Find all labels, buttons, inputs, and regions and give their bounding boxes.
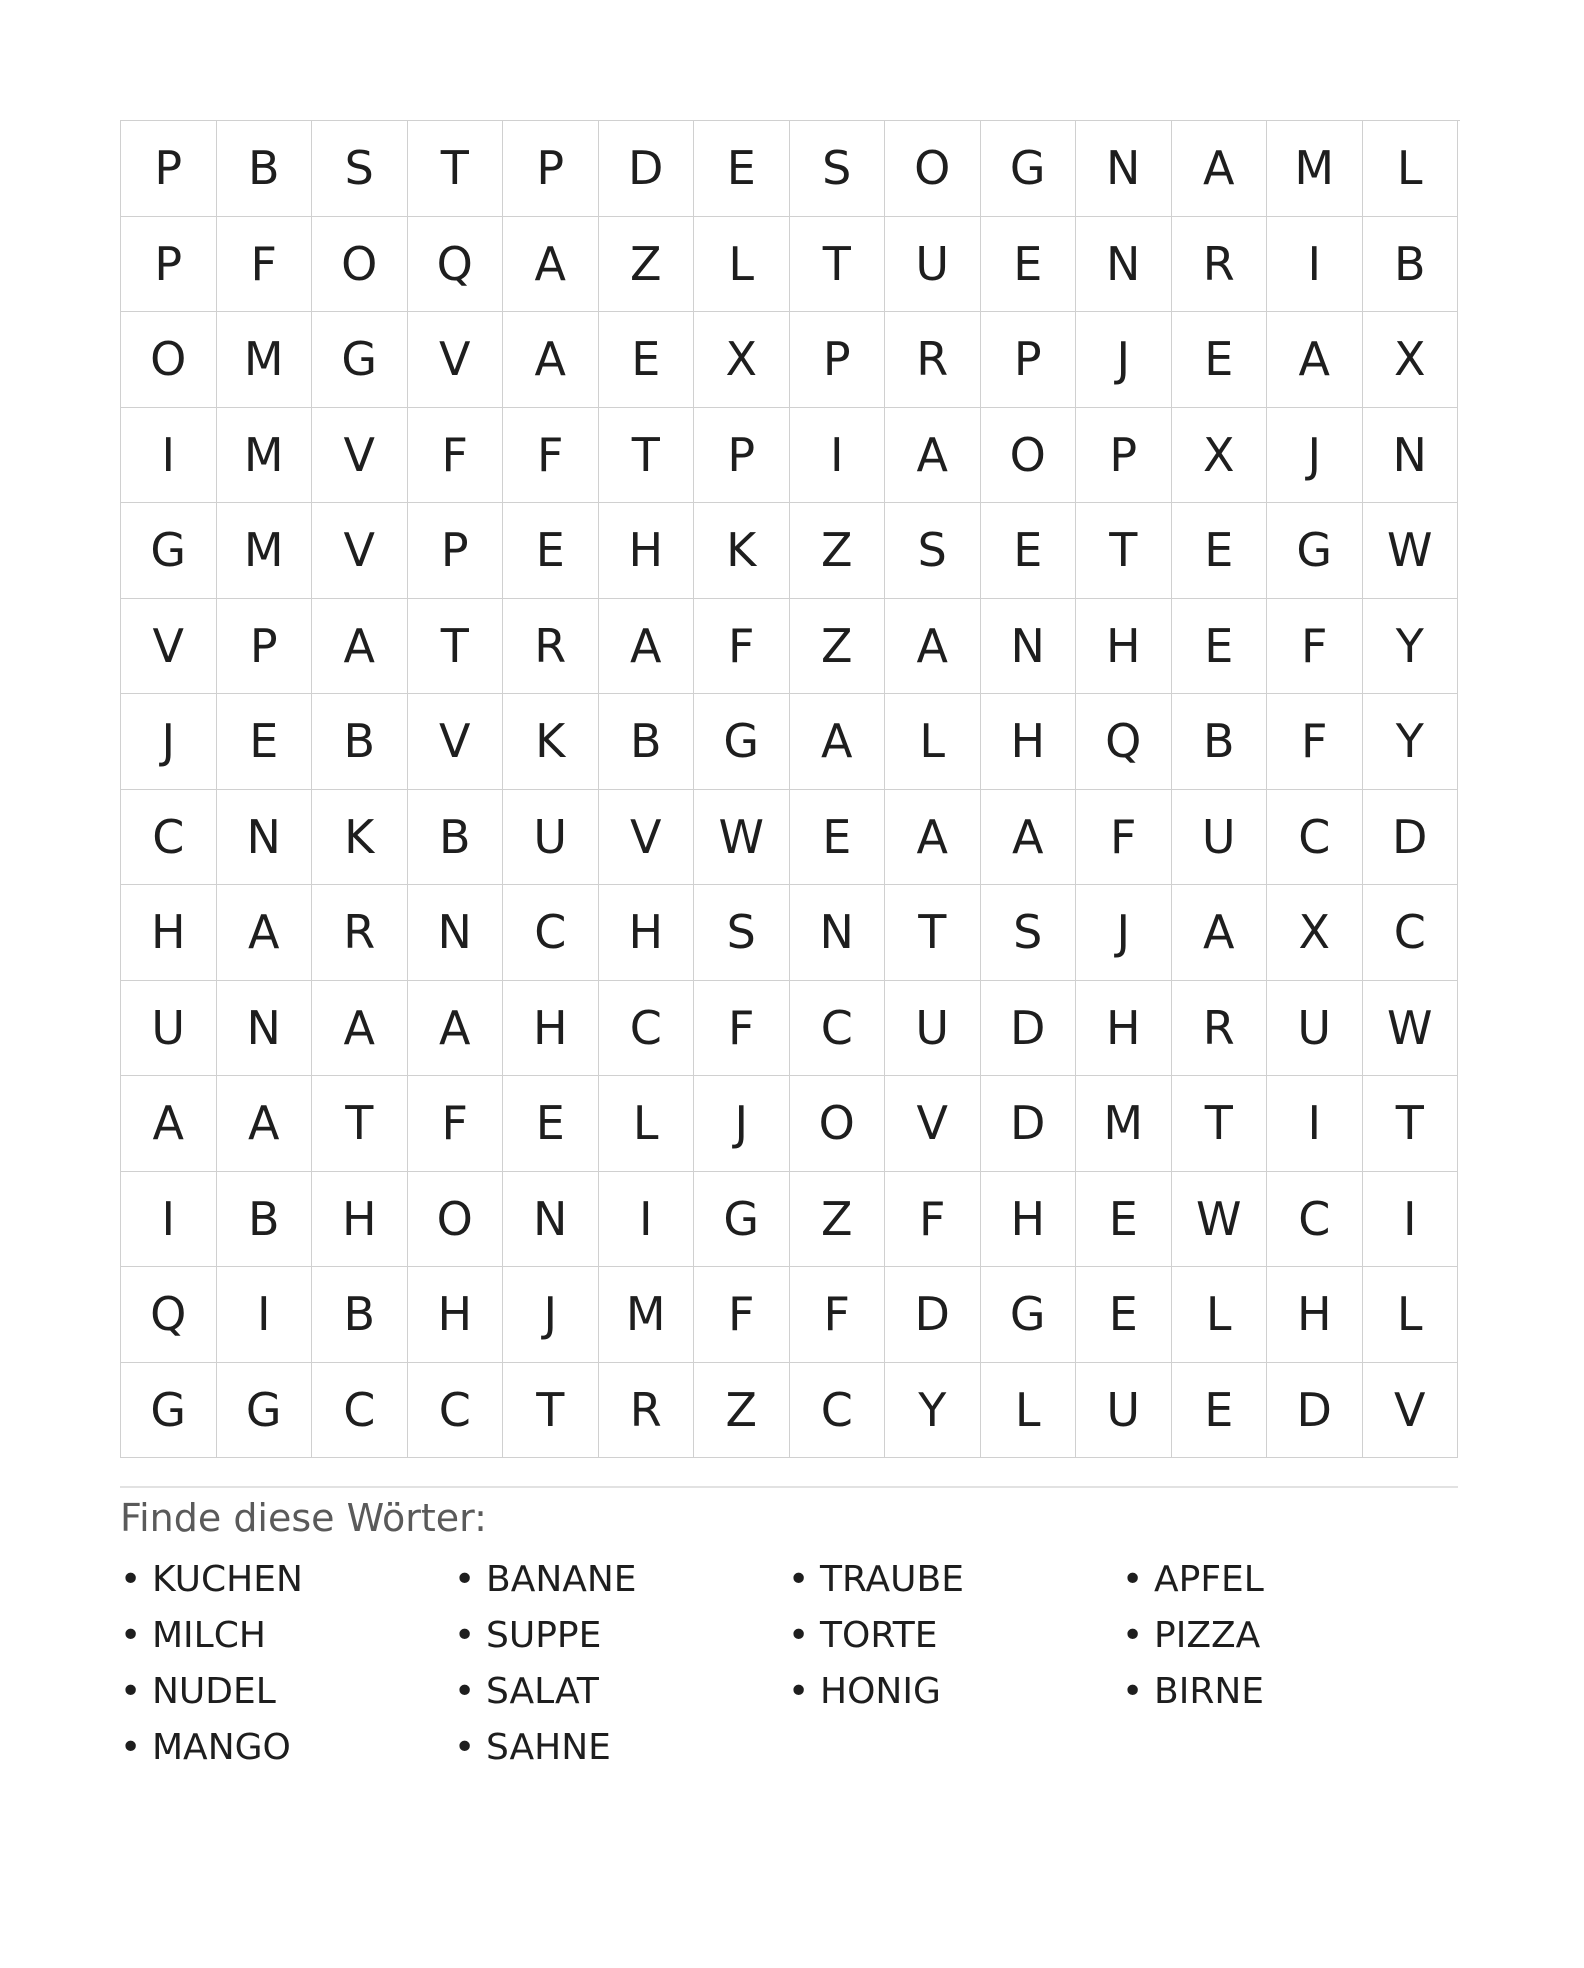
grid-cell[interactable]: O: [981, 408, 1077, 504]
grid-cell[interactable]: W: [1363, 981, 1459, 1077]
grid-cell[interactable]: H: [408, 1267, 504, 1363]
grid-cell[interactable]: O: [408, 1172, 504, 1268]
grid-cell[interactable]: F: [217, 217, 313, 313]
grid-cell[interactable]: E: [1172, 599, 1268, 695]
grid-cell[interactable]: M: [599, 1267, 695, 1363]
letter-grid: [120, 120, 1460, 1458]
grid-cell[interactable]: B: [1363, 217, 1459, 313]
grid-cell[interactable]: Q: [408, 217, 504, 313]
grid-cell[interactable]: Q: [121, 1267, 217, 1363]
grid-cell[interactable]: N: [217, 981, 313, 1077]
word-item: [120, 1608, 454, 1664]
grid-cell[interactable]: C: [790, 1363, 886, 1459]
grid-cell[interactable]: C: [599, 981, 695, 1077]
word-item: [120, 1552, 454, 1608]
grid-cell[interactable]: G: [981, 1267, 1077, 1363]
grid-cell[interactable]: M: [217, 503, 313, 599]
grid-cell[interactable]: T: [408, 599, 504, 695]
grid-cell[interactable]: Z: [790, 1172, 886, 1268]
grid-cell[interactable]: V: [312, 408, 408, 504]
grid-cell[interactable]: H: [1076, 599, 1172, 695]
grid-cell[interactable]: J: [1076, 885, 1172, 981]
grid-cell[interactable]: A: [599, 599, 695, 695]
word-label: HONIG: [820, 1671, 941, 1712]
grid-cell[interactable]: A: [503, 312, 599, 408]
grid-cell[interactable]: I: [599, 1172, 695, 1268]
word-item: [788, 1608, 1122, 1664]
grid-cell[interactable]: E: [790, 790, 886, 886]
bullet-icon: •: [788, 1671, 810, 1712]
grid-cell[interactable]: I: [1267, 217, 1363, 313]
grid-cell[interactable]: K: [312, 790, 408, 886]
grid-cell[interactable]: A: [312, 981, 408, 1077]
grid-cell[interactable]: V: [408, 694, 504, 790]
grid-cell[interactable]: Z: [599, 217, 695, 313]
word-label: BIRNE: [1154, 1671, 1265, 1712]
grid-cell[interactable]: A: [885, 599, 981, 695]
grid-cell[interactable]: S: [312, 121, 408, 217]
grid-cell[interactable]: F: [1076, 790, 1172, 886]
grid-cell[interactable]: E: [1172, 312, 1268, 408]
grid-cell[interactable]: F: [1267, 599, 1363, 695]
grid-cell[interactable]: W: [1172, 1172, 1268, 1268]
grid-cell[interactable]: F: [694, 599, 790, 695]
grid-cell[interactable]: K: [694, 503, 790, 599]
word-item: [120, 1720, 454, 1776]
grid-cell[interactable]: O: [121, 312, 217, 408]
bullet-icon: •: [454, 1671, 476, 1712]
word-item: [1122, 1664, 1456, 1720]
grid-cell[interactable]: S: [981, 885, 1077, 981]
grid-cell[interactable]: G: [694, 694, 790, 790]
grid-cell[interactable]: H: [599, 503, 695, 599]
grid-cell[interactable]: L: [694, 217, 790, 313]
grid-cell[interactable]: G: [121, 503, 217, 599]
grid-cell[interactable]: O: [312, 217, 408, 313]
bullet-icon: •: [454, 1615, 476, 1656]
grid-cell[interactable]: F: [1267, 694, 1363, 790]
grid-cell[interactable]: D: [1363, 790, 1459, 886]
grid-cell[interactable]: X: [1172, 408, 1268, 504]
grid-cell[interactable]: L: [1363, 121, 1459, 217]
grid-cell[interactable]: E: [1076, 1172, 1172, 1268]
grid-cell[interactable]: I: [1363, 1172, 1459, 1268]
grid-cell[interactable]: F: [694, 981, 790, 1077]
grid-cell[interactable]: B: [217, 1172, 313, 1268]
grid-cell[interactable]: I: [121, 408, 217, 504]
grid-cell[interactable]: Z: [790, 599, 886, 695]
word-list: [120, 1552, 1458, 1776]
grid-cell[interactable]: T: [1363, 1076, 1459, 1172]
grid-cell[interactable]: P: [121, 121, 217, 217]
grid-cell[interactable]: T: [1076, 503, 1172, 599]
grid-cell[interactable]: N: [981, 599, 1077, 695]
grid-cell[interactable]: E: [1172, 1363, 1268, 1459]
bullet-icon: •: [1122, 1559, 1144, 1600]
grid-cell[interactable]: C: [408, 1363, 504, 1459]
grid-cell[interactable]: D: [885, 1267, 981, 1363]
grid-cell[interactable]: J: [503, 1267, 599, 1363]
grid-cell[interactable]: F: [408, 408, 504, 504]
grid-cell[interactable]: J: [694, 1076, 790, 1172]
grid-cell[interactable]: H: [312, 1172, 408, 1268]
word-label: PIZZA: [1154, 1615, 1261, 1656]
grid-cell[interactable]: N: [1363, 408, 1459, 504]
grid-cell[interactable]: O: [790, 1076, 886, 1172]
grid-cell[interactable]: R: [1172, 217, 1268, 313]
grid-cell[interactable]: E: [981, 217, 1077, 313]
grid-cell[interactable]: A: [217, 1076, 313, 1172]
grid-cell[interactable]: B: [217, 121, 313, 217]
grid-cell[interactable]: Y: [1363, 694, 1459, 790]
grid-cell[interactable]: A: [217, 885, 313, 981]
grid-cell[interactable]: B: [1172, 694, 1268, 790]
grid-cell[interactable]: Y: [885, 1363, 981, 1459]
word-label: BANANE: [486, 1559, 637, 1600]
grid-cell[interactable]: G: [312, 312, 408, 408]
grid-cell[interactable]: G: [1267, 503, 1363, 599]
grid-cell[interactable]: T: [1172, 1076, 1268, 1172]
grid-cell[interactable]: U: [503, 790, 599, 886]
word-list-title: Finde diese Wörter:: [120, 1496, 487, 1540]
grid-cell[interactable]: J: [1076, 312, 1172, 408]
grid-cell[interactable]: A: [1172, 885, 1268, 981]
word-label: KUCHEN: [152, 1559, 303, 1600]
bullet-icon: •: [454, 1559, 476, 1600]
grid-cell[interactable]: A: [503, 217, 599, 313]
grid-cell[interactable]: L: [599, 1076, 695, 1172]
grid-cell[interactable]: E: [694, 121, 790, 217]
grid-cell[interactable]: E: [217, 694, 313, 790]
grid-cell[interactable]: N: [1076, 121, 1172, 217]
grid-cell[interactable]: G: [121, 1363, 217, 1459]
grid-cell[interactable]: L: [1363, 1267, 1459, 1363]
grid-cell[interactable]: E: [981, 503, 1077, 599]
grid-cell[interactable]: L: [885, 694, 981, 790]
grid-cell[interactable]: B: [312, 694, 408, 790]
grid-cell[interactable]: U: [1172, 790, 1268, 886]
grid-cell[interactable]: F: [503, 408, 599, 504]
grid-cell[interactable]: A: [885, 408, 981, 504]
grid-cell[interactable]: P: [694, 408, 790, 504]
grid-cell[interactable]: V: [121, 599, 217, 695]
grid-cell[interactable]: U: [885, 981, 981, 1077]
grid-cell[interactable]: P: [1076, 408, 1172, 504]
grid-cell[interactable]: U: [885, 217, 981, 313]
grid-cell[interactable]: G: [694, 1172, 790, 1268]
grid-cell[interactable]: Z: [790, 503, 886, 599]
word-label: TRAUBE: [820, 1559, 964, 1600]
grid-cell[interactable]: H: [503, 981, 599, 1077]
grid-cell[interactable]: H: [981, 694, 1077, 790]
bullet-icon: •: [120, 1671, 142, 1712]
bullet-icon: •: [120, 1559, 142, 1600]
grid-cell[interactable]: R: [599, 1363, 695, 1459]
word-label: TORTE: [820, 1615, 938, 1656]
grid-cell[interactable]: P: [121, 217, 217, 313]
grid-cell[interactable]: F: [885, 1172, 981, 1268]
grid-cell[interactable]: A: [312, 599, 408, 695]
grid-cell[interactable]: R: [312, 885, 408, 981]
word-label: MILCH: [152, 1615, 266, 1656]
word-item: [120, 1664, 454, 1720]
word-label: SALAT: [486, 1671, 599, 1712]
grid-cell[interactable]: H: [981, 1172, 1077, 1268]
grid-cell[interactable]: C: [503, 885, 599, 981]
bullet-icon: •: [120, 1615, 142, 1656]
grid-cell[interactable]: D: [981, 981, 1077, 1077]
grid-cell[interactable]: E: [599, 312, 695, 408]
bullet-icon: •: [788, 1559, 810, 1600]
divider: [120, 1486, 1458, 1488]
grid-cell[interactable]: S: [790, 121, 886, 217]
grid-cell[interactable]: P: [790, 312, 886, 408]
bullet-icon: •: [1122, 1615, 1144, 1656]
word-label: SAHNE: [486, 1727, 611, 1768]
bullet-icon: •: [120, 1727, 142, 1768]
grid-cell[interactable]: J: [1267, 408, 1363, 504]
grid-cell[interactable]: D: [599, 121, 695, 217]
word-label: SUPPE: [486, 1615, 602, 1656]
word-label: APFEL: [1154, 1559, 1264, 1600]
grid-cell[interactable]: T: [790, 217, 886, 313]
grid-cell[interactable]: E: [1076, 1267, 1172, 1363]
grid-cell[interactable]: T: [885, 885, 981, 981]
grid-cell[interactable]: B: [599, 694, 695, 790]
grid-cell[interactable]: E: [503, 503, 599, 599]
grid-cell[interactable]: B: [312, 1267, 408, 1363]
grid-cell[interactable]: X: [1267, 885, 1363, 981]
word-item: [788, 1552, 1122, 1608]
grid-cell[interactable]: I: [121, 1172, 217, 1268]
grid-cell[interactable]: K: [503, 694, 599, 790]
grid-cell[interactable]: C: [1267, 790, 1363, 886]
grid-cell[interactable]: C: [121, 790, 217, 886]
word-item: [454, 1720, 788, 1776]
grid-cell[interactable]: U: [121, 981, 217, 1077]
grid-cell[interactable]: N: [408, 885, 504, 981]
grid-cell[interactable]: V: [312, 503, 408, 599]
bullet-icon: •: [454, 1727, 476, 1768]
grid-cell[interactable]: N: [217, 790, 313, 886]
grid-cell[interactable]: U: [1076, 1363, 1172, 1459]
grid-cell[interactable]: P: [408, 503, 504, 599]
grid-cell[interactable]: Q: [1076, 694, 1172, 790]
grid-cell[interactable]: R: [503, 599, 599, 695]
grid-cell[interactable]: C: [1267, 1172, 1363, 1268]
grid-cell[interactable]: A: [790, 694, 886, 790]
grid-cell[interactable]: A: [1172, 121, 1268, 217]
word-label: MANGO: [152, 1727, 291, 1768]
grid-cell[interactable]: Z: [694, 1363, 790, 1459]
word-item: [454, 1664, 788, 1720]
grid-cell[interactable]: J: [121, 694, 217, 790]
grid-cell[interactable]: F: [408, 1076, 504, 1172]
grid-cell[interactable]: T: [503, 1363, 599, 1459]
grid-cell[interactable]: M: [217, 408, 313, 504]
grid-cell[interactable]: P: [217, 599, 313, 695]
grid-cell[interactable]: G: [217, 1363, 313, 1459]
word-item: [1122, 1552, 1456, 1608]
grid-cell[interactable]: X: [1363, 312, 1459, 408]
grid-cell[interactable]: A: [408, 981, 504, 1077]
grid-cell[interactable]: R: [1172, 981, 1268, 1077]
grid-cell[interactable]: P: [503, 121, 599, 217]
grid-cell[interactable]: H: [1076, 981, 1172, 1077]
grid-cell[interactable]: I: [1267, 1076, 1363, 1172]
grid-cell[interactable]: A: [885, 790, 981, 886]
grid-cell[interactable]: C: [1363, 885, 1459, 981]
word-search-puzzle: [120, 120, 1458, 1776]
word-item: [454, 1552, 788, 1608]
grid-cell[interactable]: M: [1267, 121, 1363, 217]
word-item: [1122, 1608, 1456, 1664]
grid-cell[interactable]: V: [599, 790, 695, 886]
grid-cell[interactable]: S: [885, 503, 981, 599]
grid-cell[interactable]: H: [599, 885, 695, 981]
grid-cell[interactable]: S: [694, 885, 790, 981]
grid-cell[interactable]: W: [694, 790, 790, 886]
grid-cell[interactable]: R: [885, 312, 981, 408]
grid-cell[interactable]: V: [1363, 1363, 1459, 1459]
grid-cell[interactable]: E: [1172, 503, 1268, 599]
grid-cell[interactable]: I: [217, 1267, 313, 1363]
grid-cell[interactable]: O: [885, 121, 981, 217]
grid-cell[interactable]: C: [790, 981, 886, 1077]
grid-cell[interactable]: B: [408, 790, 504, 886]
grid-cell[interactable]: D: [981, 1076, 1077, 1172]
grid-cell[interactable]: N: [790, 885, 886, 981]
grid-cell[interactable]: A: [1267, 312, 1363, 408]
grid-cell[interactable]: Y: [1363, 599, 1459, 695]
grid-cell[interactable]: U: [1267, 981, 1363, 1077]
grid-cell[interactable]: P: [981, 312, 1077, 408]
grid-cell[interactable]: L: [1172, 1267, 1268, 1363]
bullet-icon: •: [788, 1615, 810, 1656]
grid-cell[interactable]: H: [1267, 1267, 1363, 1363]
grid-cell[interactable]: N: [503, 1172, 599, 1268]
grid-cell[interactable]: X: [694, 312, 790, 408]
grid-cell[interactable]: V: [885, 1076, 981, 1172]
grid-cell[interactable]: A: [121, 1076, 217, 1172]
grid-cell[interactable]: N: [1076, 217, 1172, 313]
word-item: [788, 1664, 1122, 1720]
grid-cell[interactable]: E: [503, 1076, 599, 1172]
word-item: [454, 1608, 788, 1664]
bullet-icon: •: [1122, 1671, 1144, 1712]
grid-cell[interactable]: G: [981, 121, 1077, 217]
grid-cell[interactable]: M: [217, 312, 313, 408]
grid-cell[interactable]: L: [981, 1363, 1077, 1459]
grid-cell[interactable]: T: [312, 1076, 408, 1172]
grid-cell[interactable]: D: [1267, 1363, 1363, 1459]
grid-cell[interactable]: T: [599, 408, 695, 504]
grid-cell[interactable]: M: [1076, 1076, 1172, 1172]
word-label: NUDEL: [152, 1671, 276, 1712]
grid-cell[interactable]: F: [790, 1267, 886, 1363]
grid-cell[interactable]: T: [408, 121, 504, 217]
grid-cell[interactable]: V: [408, 312, 504, 408]
grid-cell[interactable]: I: [790, 408, 886, 504]
grid-cell[interactable]: W: [1363, 503, 1459, 599]
grid-cell[interactable]: F: [694, 1267, 790, 1363]
grid-cell[interactable]: A: [981, 790, 1077, 886]
grid-cell[interactable]: C: [312, 1363, 408, 1459]
grid-cell[interactable]: H: [121, 885, 217, 981]
